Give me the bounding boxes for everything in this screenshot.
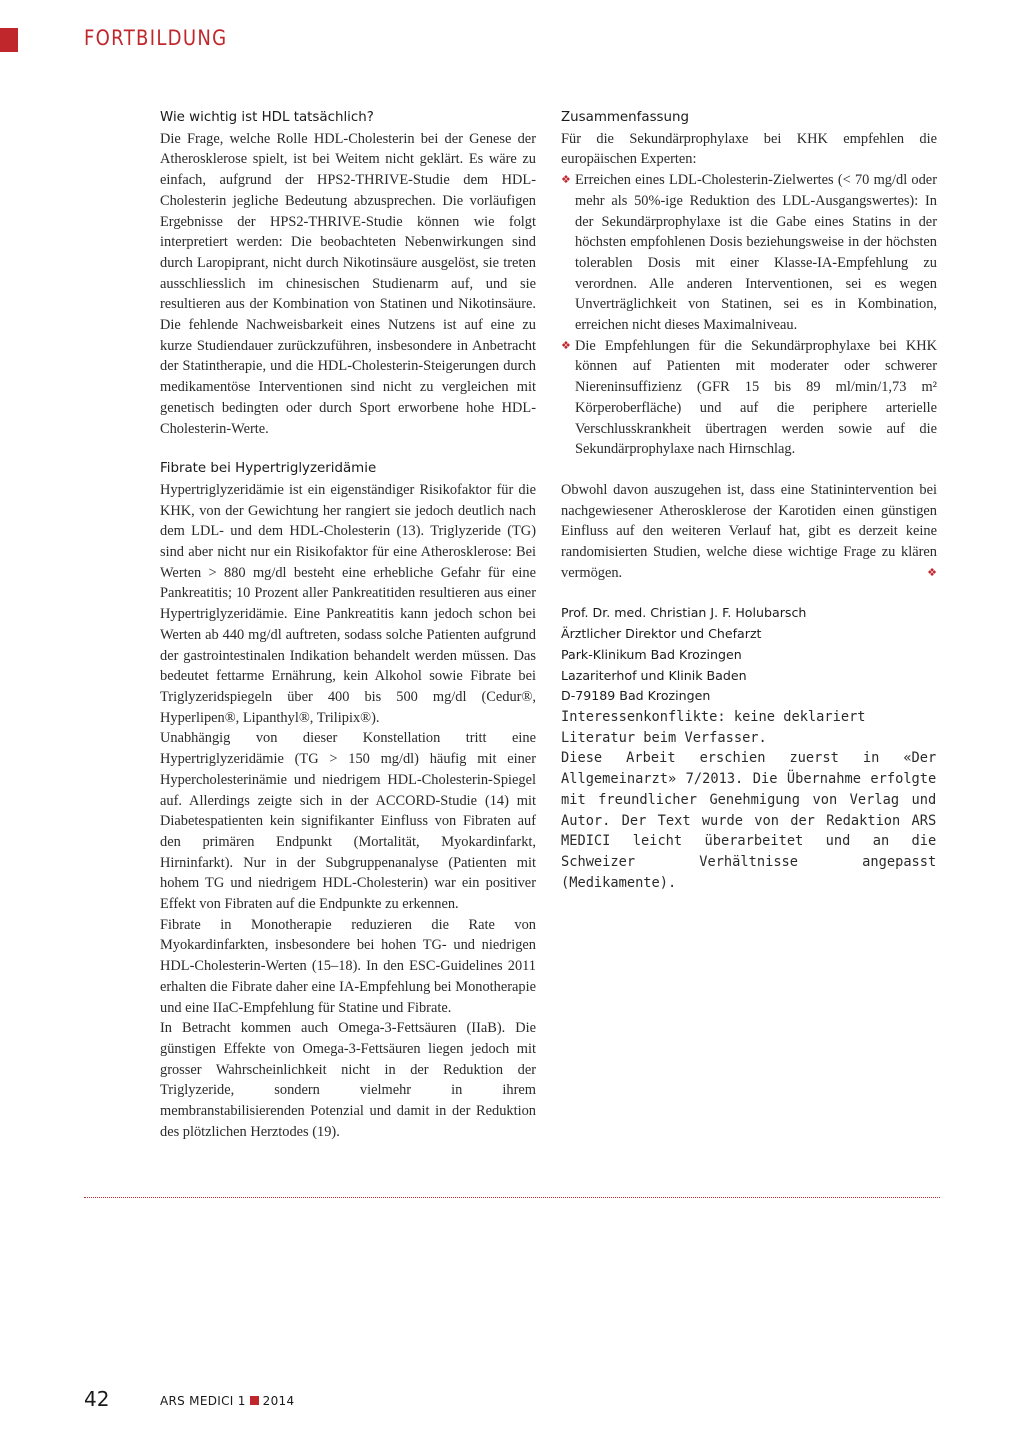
journal-name: ARS MEDICI 1 <box>160 1394 246 1408</box>
heading-hdl: Wie wichtig ist HDL tatsächlich? <box>160 110 374 125</box>
list-item-text: Erreichen eines LDL-Cholesterin-Zielwertes (< 70 mg/dl oder mehr als 50%-ige Reduktion des LDL-Ausgangswertes): In der Sekundärprophylaxe ist die Gabe eines Statins in der höchsten empfohlenen Dosis beziehungsweise in der höchsten tolerablen Dosis mit einer Klasse-IA-Empfehlung zu verordnen. Alle anderen Interventionen, sei es wegen Unverträglichkeit von Statinen, sei es in Kombination, erreichen nicht dieses Maximalniveau. <box>575 172 937 334</box>
list-item <box>561 170 937 336</box>
author-role: Ärztlicher Direktor und Chefarzt <box>561 626 762 642</box>
conflicts-note: Interessenkonflikte: keine deklariert <box>561 708 866 725</box>
list-item-text: Die Empfehlungen für die Sekundärprophylaxe bei KHK können auf Patienten mit moderater oder schwerer Niereninsuffizienz (GFR 15 bis 89 ml/min/1,73 m² Körperoberfläche) und auf die periphere arterielle Verschlusskrankheit übertragen werden sowie auf die Sekundärprophylaxe nach Hirnschlag. <box>575 337 937 458</box>
source-note: Diese Arbeit erschien zuerst in «Der Allgemeinarzt» 7/2013. Die Übernahme erfolgte mit freundlicher Genehmigung von Verlag und Autor. Der Text wurde von der Redaktion ARS MEDICI leicht überarbeitet und an die Schweizer Verhältnisse angepasst (Medikamente). <box>561 750 937 891</box>
paragraph-hdl: Die Frage, welche Rolle HDL-Cholesterin bei der Genese der Atherosklerose spielt, ist bei Weitem nicht geklärt. Es wäre zu einfach, aufgrund der HPS2-THRIVE-Studie dem HDL-Cholesterin jegliche Bedeutung abzusprechen. Die vorläufigen Ergebnisse der HPS2-THRIVE-Studie können wie folgt interpretiert werden: Die beobachteten Nebenwirkungen sind durch Laropiprant, nicht durch Nikotinsäure ausgelöst, sie treten ausschliesslich im chinesischen Studienarm auf, und sie resultieren aus der Kombination von Statinen und Nikotinsäure. Die fehlende Nachweisbarkeit eines Nutzens ist auf eine zu kurze Studiendauer zurückzuführen, insbesondere in Anbetracht der Statintherapie, und die HDL-Cholesterin-Steigerungen durch medikamentöse Interventionen sind nicht zu vergleichen mit genetisch bedingten oder durch Sport erworbene hohe HDL-Cholesterin-Werte. <box>160 130 536 437</box>
heading-fibrate: Fibrate bei Hypertriglyzeridämie <box>160 461 377 477</box>
conclusion-paragraph <box>561 480 937 584</box>
left-column <box>160 108 536 1142</box>
paragraph-hypertriglyzeridaemie: Hypertriglyzeridämie ist ein eigenständiger Risikofaktor für die KHK, von der Gewichtung her rangiert sie jedoch deutlich nach dem LDL- und dem HDL-Cholesterin (13). Triglyzeride (TG) sind aber nicht nur ein Risikofaktor für eine Atherosklerose: Bei Werten > 880 mg/dl besteht eine erhebliche Gefahr für eine Pankreatitis; 10 Prozent aller Pankreatitiden resultieren aus einer Hypertriglyzeridämie. Eine Pankreatitis kann jedoch schon bei Werten ab 440 mg/dl auftreten, sodass solche Patienten aufgrund der gastrointestinalen Indikation behandelt werden müssen. Das bedeutet fettarme Ernährung, kein Alkohol sowie Fibrate bei Triglyzeridspiegeln über 400 bis 500 mg/dl (Cedur®, Hyperlipen®, Lipanthyl®, Trilipix®). <box>160 481 536 726</box>
paragraph-fibrate-monotherapie: Fibrate in Monotherapie reduzieren die Rate von Myokardinfarkten, insbesondere bei hohen TG- und niedrigen HDL-Cholesterin-Werten (15–18). In den ESC-Guidelines 2011 erhalten die Fibrate daher eine IA-Empfehlung bei Monotherapie und eine IIaC-Empfehlung für Statine und Fibrate. <box>160 916 536 1016</box>
journal-year: 2014 <box>262 1394 295 1408</box>
footer-separator <box>250 1396 259 1405</box>
heading-zusammenfassung: Zusammenfassung <box>561 110 690 125</box>
author-address: D-79189 Bad Krozingen <box>561 688 711 704</box>
right-column <box>561 108 937 893</box>
diamond-bullet-icon: ❖ <box>561 338 571 352</box>
summary-list <box>561 170 937 460</box>
paragraph-omega-3: In Betracht kommen auch Omega-3-Fettsäuren (IIaB). Die günstigen Effekte von Omega-3-Fettsäuren liegen jedoch mit grosser Wahrscheinlichkeit nicht in der Reduktion der Triglyzeride, sondern vielmehr in ihrem membranstabilisierenden Potenzial und damit in der Reduktion des plötzlichen Herztodes (19). <box>160 1020 536 1140</box>
section-title: FORTBILDUNG <box>84 26 228 50</box>
footer-divider <box>84 1197 940 1198</box>
author-block <box>561 603 937 707</box>
end-of-article-icon: ❖ <box>927 565 937 579</box>
literature-note: Literatur beim Verfasser. <box>561 729 767 746</box>
section-color-marker <box>0 28 18 52</box>
list-item <box>561 336 937 460</box>
diamond-bullet-icon: ❖ <box>561 173 571 187</box>
paragraph-accord-studie: Unabhängig von dieser Konstellation tritt eine Hypertriglyzeridämie (TG > 150 mg/dl) häufig mit einer Hypercholesterinämie und niedrigem HDL-Cholesterin-Spiegel auf. Allerdings zeigte sich in der ACCORD-Studie (14) mit Diabetespatienten kein signifikanter Einfluss von Fibraten auf den primären Endpunkt (Mortalität, Myokardinfarkt, Hirninfarkt). Nur in der Subgruppenanalyse (Patienten mit hohem TG und niedrigem HDL-Cholesterin) war ein positiver Effekt von Fibraten auf die Endpunkte zu erkennen. <box>160 730 536 913</box>
page-number: 42 <box>84 1387 110 1411</box>
conclusion-text: Obwohl davon auszugehen ist, dass eine Statinintervention bei nachgewiesener Atherosklerose der Karotiden einen günstigen Einfluss auf den weiteren Verlauf hat, gibt es derzeit keine randomisierten Studien, welche diese wichtige Frage zu klären vermögen. <box>561 481 937 581</box>
summary-intro: Für die Sekundärprophylaxe bei KHK empfehlen die europäischen Experten: <box>561 130 937 168</box>
footer-journal <box>160 1394 294 1408</box>
author-clinic-2: Lazariterhof und Klinik Baden <box>561 667 747 683</box>
author-clinic-1: Park-Klinikum Bad Krozingen <box>561 646 742 662</box>
author-name: Prof. Dr. med. Christian J. F. Holubarsch <box>561 605 807 621</box>
